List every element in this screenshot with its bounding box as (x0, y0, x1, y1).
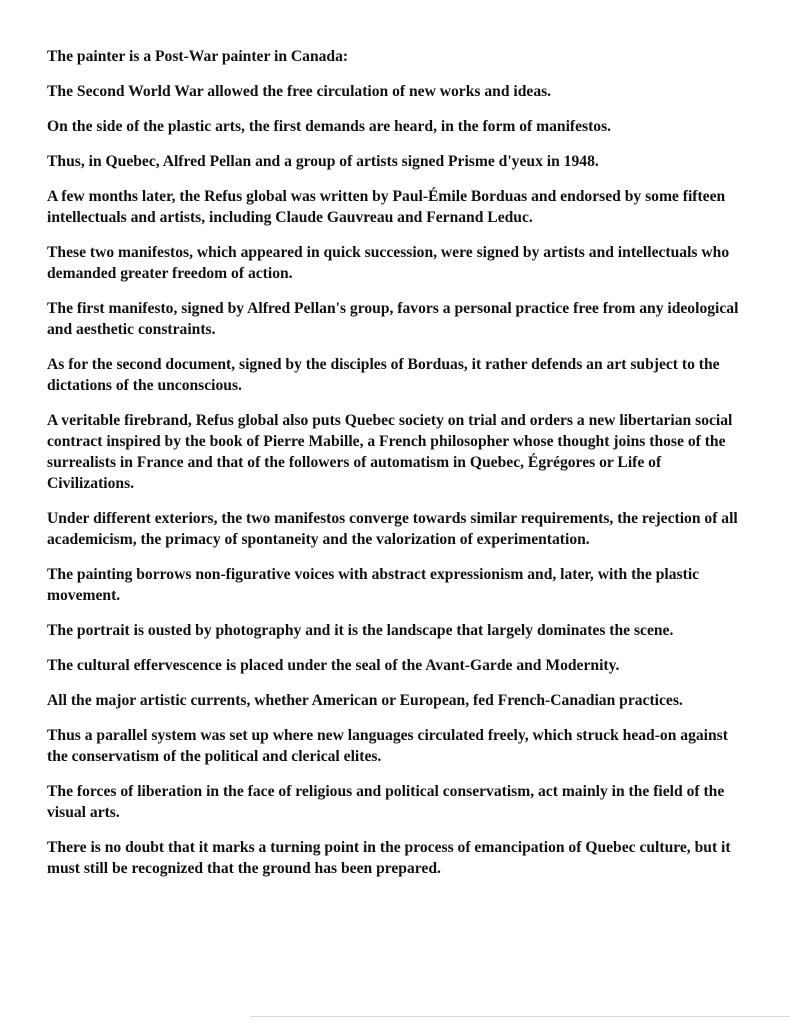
paragraph-9: A veritable firebrand, Refus global also puts Quebec society on trial and orders a new libertarian social contract inspired by the book of Pierre Mabille, a French philosopher whose thought joins those of the surrealists in France and that of the followers of automatism in Quebec, Égrégores or Life of Civilizations. (47, 412, 733, 492)
paragraph-17: There is no doubt that it marks a turning point in the process of emancipation of Quebec culture, but it must still be recognized that the ground has been prepared. (47, 839, 731, 877)
paragraph-8: As for the second document, signed by the disciples of Borduas, it rather defends an art subject to the dictations of the unconscious. (47, 356, 720, 394)
paragraph-10: Under different exteriors, the two manifestos converge towards similar requirements, the rejection of all academicism, the primacy of spontaneity and the valorization of experimentation. (47, 510, 738, 548)
paragraph-3: On the side of the plastic arts, the first demands are heard, in the form of manifestos. (47, 118, 612, 135)
paragraph-7: The first manifesto, signed by Alfred Pellan's group, favors a personal practice free from any ideological and aesthetic constraints. (47, 300, 739, 338)
document-body (47, 46, 747, 893)
paragraph-4: Thus, in Quebec, Alfred Pellan and a group of artists signed Prisme d'yeux in 1948. (47, 153, 599, 170)
paragraph-13: The cultural effervescence is placed under the seal of the Avant-Garde and Modernity. (47, 657, 620, 674)
paragraph-11: The painting borrows non-figurative voices with abstract expressionism and, later, with the plastic movement. (47, 566, 700, 604)
page-bottom-edge (250, 1016, 790, 1017)
paragraph-5: A few months later, the Refus global was written by Paul-Émile Borduas and endorsed by some fifteen intellectuals and artists, including Claude Gauvreau and Fernand Leduc. (47, 188, 726, 226)
paragraph-2: The Second World War allowed the free circulation of new works and ideas. (47, 83, 552, 100)
paragraph-1: The painter is a Post-War painter in Canada: (47, 48, 349, 65)
paragraph-6: These two manifestos, which appeared in quick succession, were signed by artists and intellectuals who demanded greater freedom of action. (47, 244, 730, 282)
paragraph-15: Thus a parallel system was set up where new languages circulated freely, which struck head-on against the conservatism of the political and clerical elites. (47, 727, 728, 765)
paragraph-14: All the major artistic currents, whether American or European, fed French-Canadian practices. (47, 692, 683, 709)
paragraph-12: The portrait is ousted by photography and it is the landscape that largely dominates the scene. (47, 622, 674, 639)
paragraph-16: The forces of liberation in the face of religious and political conservatism, act mainly in the field of the visual arts. (47, 783, 725, 821)
